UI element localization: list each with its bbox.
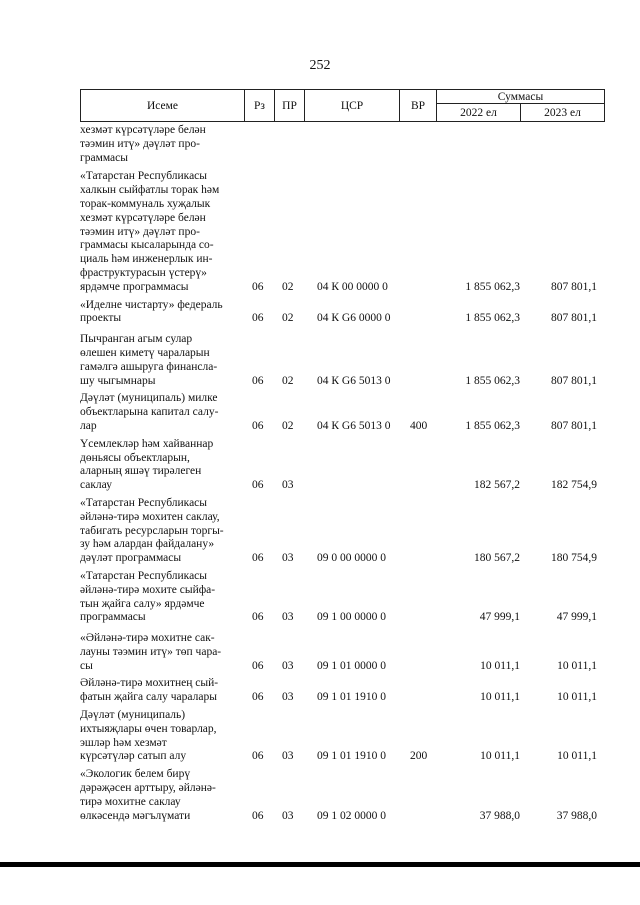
table-row bbox=[80, 299, 605, 327]
row-sum-2022: 1 855 062,3 bbox=[465, 374, 520, 387]
row-name: Әйләнә-тирә мохитнең сый- фатын җайга салу чаралары bbox=[80, 677, 219, 704]
table-row bbox=[80, 392, 605, 433]
row-csr: 09 0 00 0000 0 bbox=[317, 552, 386, 565]
row-pr: 03 bbox=[282, 552, 294, 565]
row-name: «Татарстан Республикасы әйләнә-тирә мохите сыйфа- тын җайга салу» ярдәмче программасы bbox=[80, 569, 216, 624]
header-vr: ВР bbox=[400, 90, 437, 121]
row-pr: 02 bbox=[282, 280, 294, 293]
row-sum-2023: 180 754,9 bbox=[551, 552, 597, 565]
row-name: «Татарстан Республикасы әйләнә-тирә мохитен саклау, табигать ресурсларын торгы- зу һәм алардан файдалану» дәүләт программасы bbox=[80, 496, 224, 565]
page-number: 252 bbox=[309, 58, 331, 73]
row-name: «Иделне чистарту» федераль проекты bbox=[80, 298, 223, 325]
header-rz: Рз bbox=[245, 90, 275, 121]
table-row bbox=[80, 438, 605, 493]
row-csr: 09 1 01 0000 0 bbox=[317, 659, 386, 672]
row-csr: 09 1 01 1910 0 bbox=[317, 750, 386, 763]
row-sum-2023: 10 011,1 bbox=[557, 691, 597, 704]
row-rz: 06 bbox=[252, 280, 264, 293]
row-sum-2022: 47 999,1 bbox=[479, 611, 520, 624]
page-bottom-edge bbox=[0, 862, 640, 867]
row-rz: 06 bbox=[252, 750, 264, 763]
header-year-2022: 2022 ел bbox=[437, 104, 521, 121]
header-year-2023: 2023 ел bbox=[544, 106, 581, 119]
row-csr: 04 К G6 5013 0 bbox=[317, 374, 391, 387]
row-name: Дәүләт (муниципаль) ихтыяҗлары өчен товарлар, эшләр һәм хезмәт күрсәтүләр сатып алу bbox=[80, 709, 217, 763]
row-sum-2023: 807 801,1 bbox=[551, 419, 597, 432]
row-rz: 06 bbox=[252, 374, 264, 387]
table-row bbox=[80, 709, 605, 764]
row-rz: 06 bbox=[252, 611, 264, 624]
row-pr: 03 bbox=[282, 691, 294, 704]
row-sum-2023: 10 011,1 bbox=[557, 750, 597, 763]
row-csr: 04 К G6 0000 0 bbox=[317, 312, 391, 325]
table-row bbox=[80, 124, 605, 165]
row-sum-2022: 1 855 062,3 bbox=[465, 419, 520, 432]
row-rz: 06 bbox=[252, 552, 264, 565]
table-row bbox=[80, 170, 605, 294]
row-sum-2023: 37 988,0 bbox=[556, 809, 597, 822]
header-csr: ЦСР bbox=[305, 90, 400, 121]
row-pr: 03 bbox=[282, 809, 294, 822]
row-name: Пычранган агым сулар өлешен киметү чараларын гамәлгә ашыруга финансла- шу чыгымнары bbox=[80, 333, 218, 387]
row-pr: 03 bbox=[282, 479, 294, 492]
row-sum-2022: 10 011,1 bbox=[480, 659, 520, 672]
row-rz: 06 bbox=[252, 312, 264, 325]
row-pr: 02 bbox=[282, 419, 294, 432]
header-name: Исеме bbox=[81, 90, 245, 121]
row-pr: 03 bbox=[282, 659, 294, 672]
row-sum-2022: 37 988,0 bbox=[479, 809, 520, 822]
row-sum-2023: 807 801,1 bbox=[551, 312, 597, 325]
header-sums: Суммасы bbox=[437, 90, 604, 104]
row-pr: 03 bbox=[282, 611, 294, 624]
table-body bbox=[80, 124, 605, 823]
table-row bbox=[80, 333, 605, 388]
table-header bbox=[80, 89, 605, 122]
row-csr: 04 К G6 5013 0 bbox=[317, 419, 391, 432]
row-sum-2022: 10 011,1 bbox=[480, 691, 520, 704]
row-pr: 03 bbox=[282, 750, 294, 763]
row-sum-2022: 1 855 062,3 bbox=[465, 312, 520, 325]
row-sum-2023: 10 011,1 bbox=[557, 659, 597, 672]
row-csr: 09 1 02 0000 0 bbox=[317, 809, 386, 822]
table-row bbox=[80, 570, 605, 625]
row-name: «Экологик белем бирү дәрәҗәсен арттыру, әйләнә- тирә мохитне саклау өлкәсендә мәгълүмати bbox=[80, 768, 216, 822]
row-rz: 06 bbox=[252, 659, 264, 672]
row-name: Үсемлекләр һәм хайваннар дөньясы объектларын, аларның яшәү тирәлеген саклау bbox=[80, 437, 214, 492]
row-sum-2023: 807 801,1 bbox=[551, 280, 597, 293]
row-sum-2022: 182 567,2 bbox=[474, 479, 520, 492]
table-row bbox=[80, 497, 605, 566]
row-vr: 200 bbox=[410, 750, 428, 763]
row-name: «Татарстан Республикасы халкын сыйфатлы торак һәм торак-коммуналь хуҗалык хезмәт күрсәтүләре белән тәэмин итү» дәүләт про- граммасы кысаларында со- циаль һәм инженерлык ин- фраструктурасын үстерү» ярдәмче программасы bbox=[80, 170, 220, 293]
row-vr: 400 bbox=[410, 419, 428, 432]
row-csr: 09 1 01 1910 0 bbox=[317, 691, 386, 704]
table-row bbox=[80, 768, 605, 823]
row-pr: 02 bbox=[282, 374, 294, 387]
header-pr: ПР bbox=[275, 90, 305, 121]
row-sum-2023: 47 999,1 bbox=[556, 611, 597, 624]
row-csr: 04 К 00 0000 0 bbox=[317, 280, 388, 293]
row-sum-2023: 807 801,1 bbox=[551, 374, 597, 387]
row-rz: 06 bbox=[252, 419, 264, 432]
row-pr: 02 bbox=[282, 312, 294, 325]
row-sum-2023: 182 754,9 bbox=[551, 479, 597, 492]
row-rz: 06 bbox=[252, 809, 264, 822]
row-sum-2022: 1 855 062,3 bbox=[465, 280, 520, 293]
row-rz: 06 bbox=[252, 691, 264, 704]
row-sum-2022: 10 011,1 bbox=[480, 750, 520, 763]
table-row bbox=[80, 632, 605, 673]
row-csr: 09 1 00 0000 0 bbox=[317, 611, 386, 624]
row-sum-2022: 180 567,2 bbox=[474, 552, 520, 565]
row-name: «Әйләнә-тирә мохитне сак- лауны тәэмин итү» төп чара- сы bbox=[80, 632, 222, 672]
table-row bbox=[80, 677, 605, 705]
row-name: Дәүләт (муниципаль) милке объектларына капитал салу- лар bbox=[80, 392, 219, 432]
row-rz: 06 bbox=[252, 479, 264, 492]
row-name: хезмәт күрсәтүләре белән тәэмин итү» дәүләт про- граммасы bbox=[80, 124, 206, 164]
